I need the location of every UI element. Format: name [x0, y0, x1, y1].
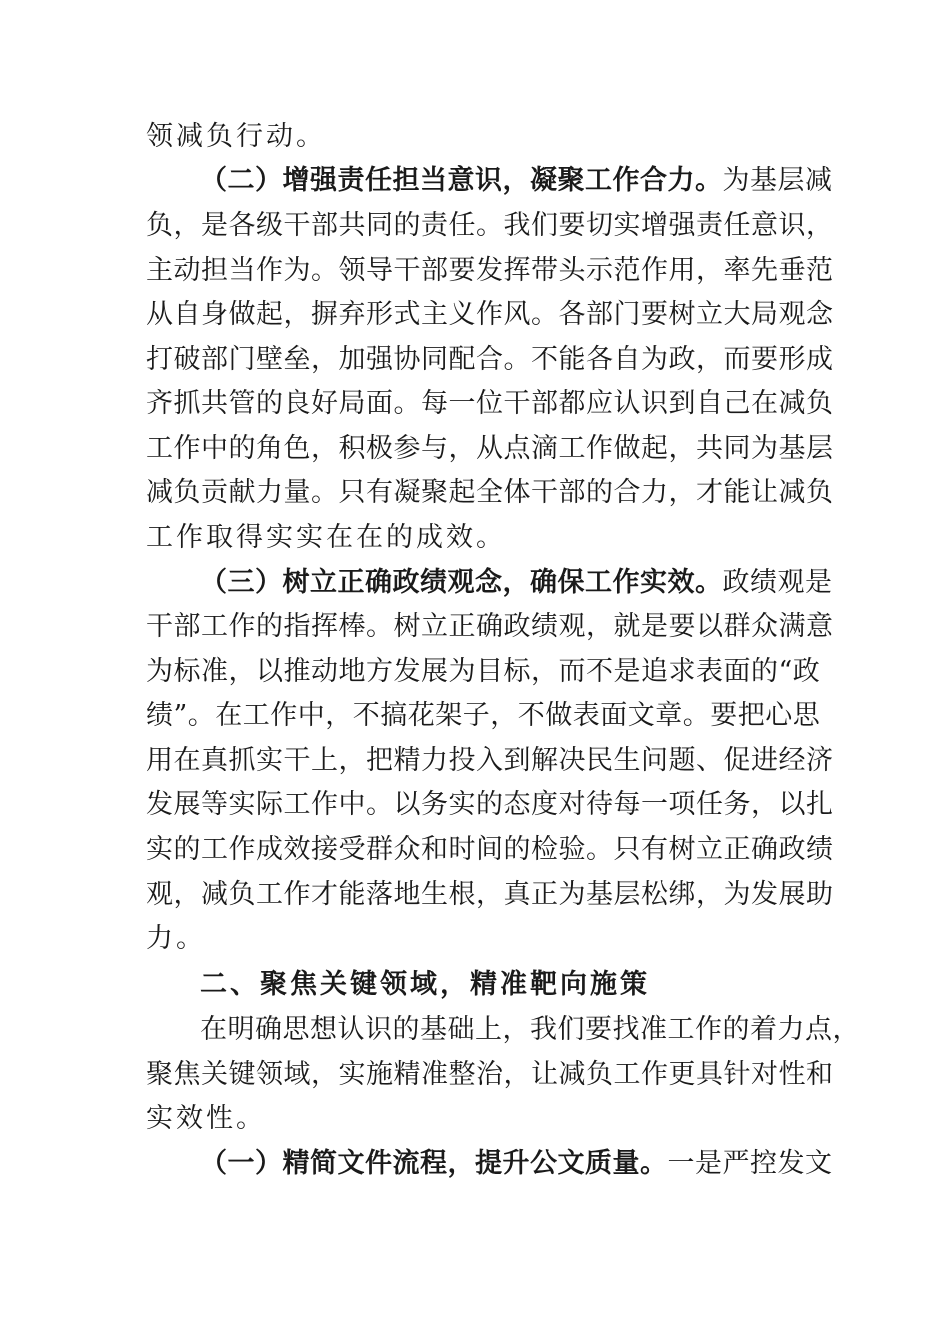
- text-line: 工作取得实实在在的成效。: [146, 522, 506, 553]
- text-line: 绩”。在工作中，不搞花架子，不做表面文章。要把心思: [146, 700, 821, 731]
- subsection-2-heading: （二）增强责任担当意识，凝聚工作合力。: [200, 165, 723, 196]
- section-2-heading: 二、聚焦关键领域，精准靶向施策: [200, 969, 650, 1000]
- subsection-2-first-line: [200, 159, 833, 203]
- text-line: 实的工作成效接受群众和时间的检验。只有树立正确政绩: [146, 834, 834, 865]
- text-line: 减负贡献力量。只有凝聚起全体干部的合力，才能让减负: [146, 477, 834, 508]
- subsection-3-heading: （三）树立正确政绩观念，确保工作实效。: [200, 567, 723, 598]
- text-line: 发展等实际工作中。以务实的态度对待每一项任务，以扎: [146, 789, 834, 820]
- subsection-3-first-line: [200, 561, 833, 605]
- text-line: 工作中的角色，积极参与，从点滴工作做起，共同为基层: [146, 433, 834, 464]
- text-line: 为标准，以推动地方发展为目标，而不是追求表面的“政: [146, 656, 821, 687]
- text-line: 领减负行动。: [146, 121, 326, 152]
- text-line: 在明确思想认识的基础上，我们要找准工作的着力点，: [200, 1014, 860, 1045]
- text-run: 一是严控发文: [667, 1148, 833, 1179]
- subsection-1-heading: （一）精简文件流程，提升公文质量。: [200, 1148, 668, 1179]
- text-line: 齐抓共管的良好局面。每一位干部都应认识到自己在减负: [146, 388, 834, 419]
- text-line: 用在真抓实干上，把精力投入到解决民生问题、促进经济: [146, 745, 834, 776]
- text-line: 从自身做起，摒弃形式主义作风。各部门要树立大局观念: [146, 299, 834, 330]
- text-line: 力。: [146, 923, 206, 954]
- text-line: 打破部门壁垒，加强协同配合。不能各自为政，而要形成: [146, 344, 834, 375]
- text-run: 为基层减: [722, 165, 833, 196]
- text-line: 实效性。: [146, 1103, 266, 1134]
- text-line: 负，是各级干部共同的责任。我们要切实增强责任意识，: [146, 210, 834, 241]
- text-run: 政绩观是: [722, 567, 833, 598]
- text-line: 主动担当作为。领导干部要发挥带头示范作用，率先垂范: [146, 255, 834, 286]
- text-line: 干部工作的指挥棒。树立正确政绩观，就是要以群众满意: [146, 611, 834, 642]
- text-line: 观，减负工作才能落地生根，真正为基层松绑，为发展助: [146, 879, 834, 910]
- subsection-1-first-line: [200, 1142, 833, 1186]
- text-line: 聚焦关键领域，实施精准整治，让减负工作更具针对性和: [146, 1059, 834, 1090]
